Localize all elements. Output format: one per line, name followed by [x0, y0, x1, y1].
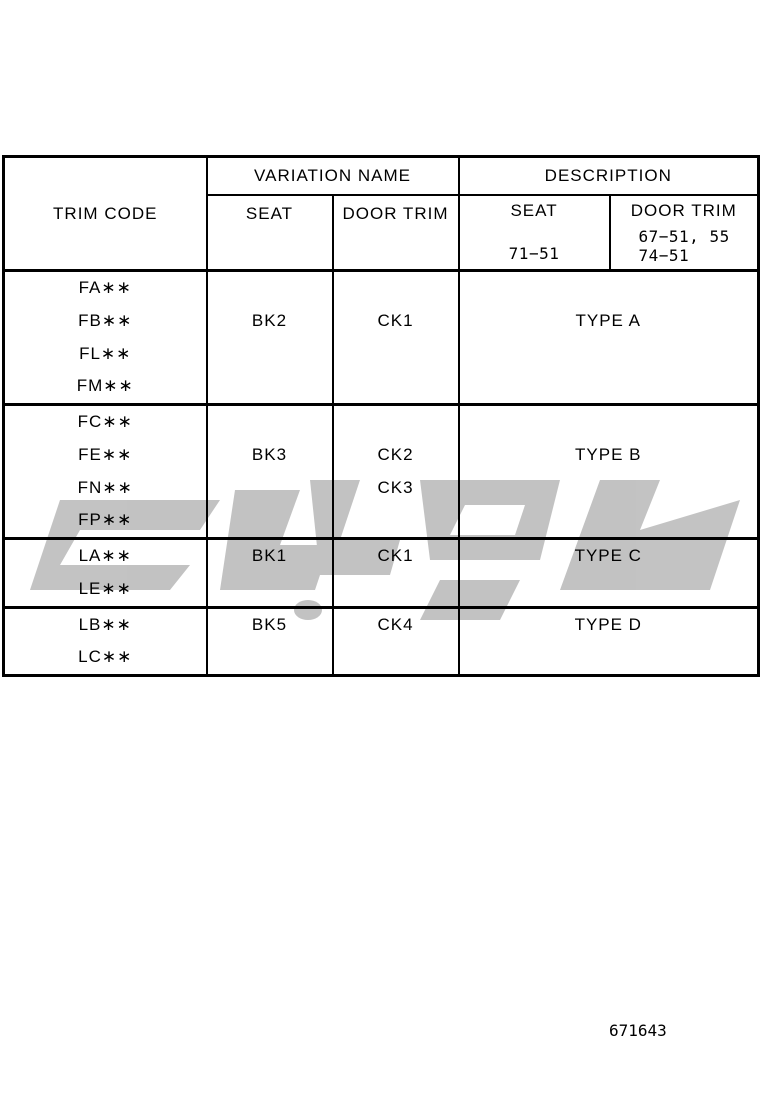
seat-cell [207, 607, 333, 676]
door-cell [333, 607, 459, 676]
seat-cell [207, 405, 333, 539]
trim-code: FB∗∗ [78, 310, 133, 330]
door-cell [333, 539, 459, 608]
trim-code-header: TRIM CODE [4, 157, 207, 271]
desc-door-value-1: 67−51, 55 [638, 227, 730, 247]
trim-code: FC∗∗ [77, 412, 133, 431]
type-cell [459, 405, 759, 539]
door-value: CK2 [377, 444, 414, 464]
seat-header: SEAT [207, 195, 333, 271]
desc-door-trim-header: DOOR TRIM [630, 201, 737, 221]
trim-code-cell [4, 271, 207, 405]
table-row [4, 607, 759, 676]
seat-value: BK5 [251, 614, 288, 634]
description-header: DESCRIPTION [459, 157, 759, 195]
trim-code-cell [4, 405, 207, 539]
variation-name-header: VARIATION NAME [207, 157, 459, 195]
door-value: CK3 [377, 477, 414, 497]
seat-value: BK1 [251, 546, 288, 565]
seat-cell [207, 539, 333, 608]
type-cell [459, 271, 759, 405]
table-row [4, 271, 759, 405]
door-value: CK4 [377, 614, 414, 634]
trim-code: LB∗∗ [78, 614, 132, 634]
desc-seat-value: 71−51 [508, 244, 560, 264]
door-trim-header: DOOR TRIM [333, 195, 459, 271]
trim-table [2, 155, 760, 677]
figure-number: 671643 [609, 1021, 667, 1040]
trim-code: LC∗∗ [78, 647, 133, 667]
trim-code: LE∗∗ [78, 578, 132, 598]
trim-code: FL∗∗ [79, 343, 132, 363]
desc-seat-cell [459, 195, 610, 271]
trim-code: FA∗∗ [78, 278, 132, 297]
door-value: CK1 [377, 310, 414, 330]
type-value: TYPE B [575, 444, 642, 464]
trim-code-cell [4, 607, 207, 676]
type-value: TYPE D [574, 614, 642, 634]
type-cell [459, 539, 759, 608]
trim-code-cell [4, 539, 207, 608]
desc-door-cell [610, 195, 759, 271]
trim-code: FP∗∗ [78, 510, 133, 530]
desc-seat-header: SEAT [510, 201, 558, 221]
seat-value: BK2 [251, 310, 288, 330]
type-value: TYPE A [575, 310, 642, 330]
door-value: CK1 [377, 546, 414, 565]
seat-cell [207, 271, 333, 405]
trim-code: FM∗∗ [76, 376, 134, 396]
desc-door-value-2: 74−51 [638, 246, 690, 266]
door-cell [333, 405, 459, 539]
type-cell [459, 607, 759, 676]
door-cell [333, 271, 459, 405]
trim-code: FN∗∗ [77, 477, 133, 497]
trim-code: FE∗∗ [78, 444, 133, 464]
table-row [4, 539, 759, 608]
seat-value: BK3 [251, 444, 288, 464]
table-row [4, 405, 759, 539]
type-value: TYPE C [574, 546, 642, 565]
trim-code: LA∗∗ [78, 546, 132, 565]
